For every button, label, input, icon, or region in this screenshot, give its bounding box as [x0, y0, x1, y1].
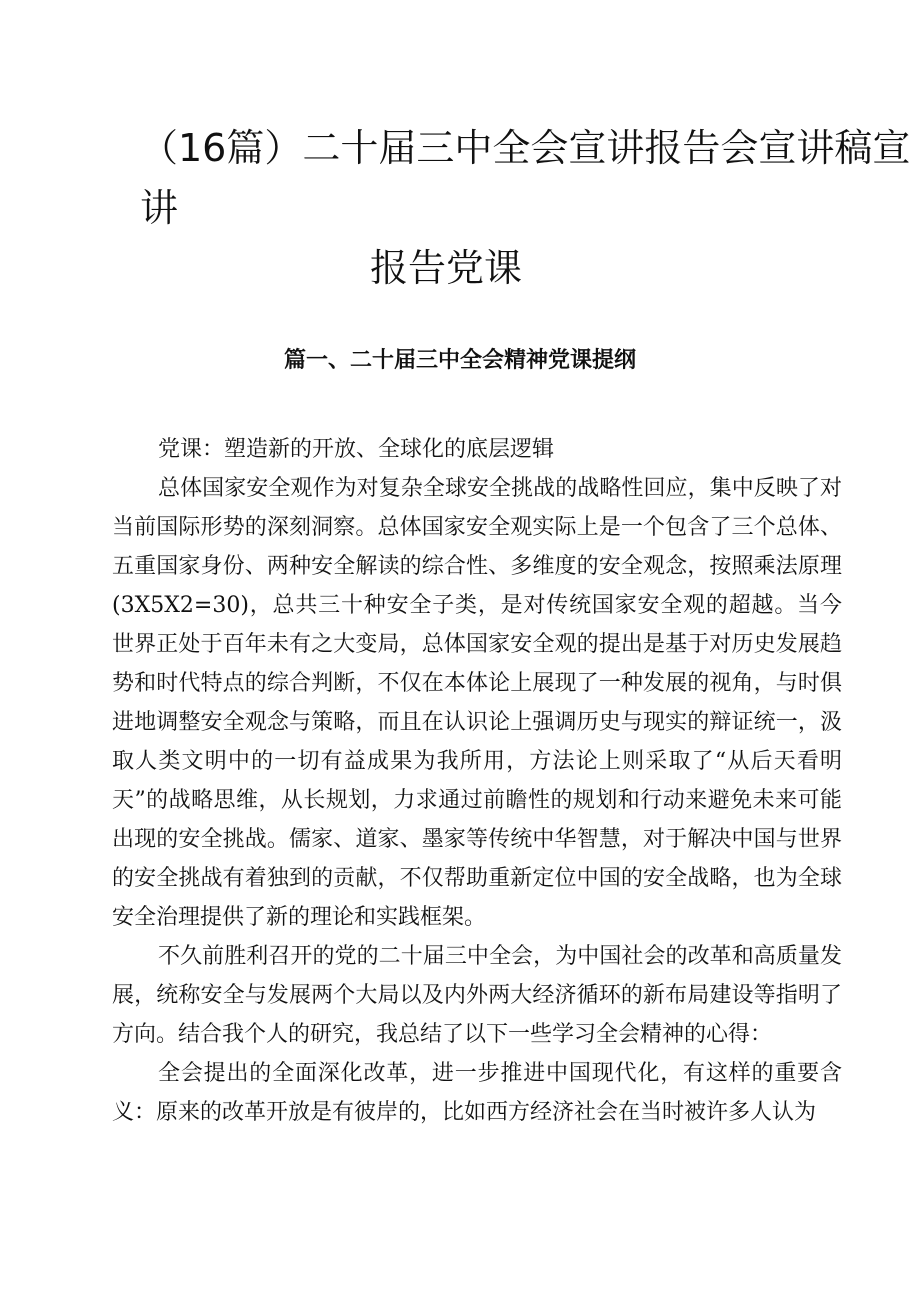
body-paragraph-2: 不久前胜利召开的党的二十届三中全会，为中国社会的改革和高质量发展，统称安全与发展两个大局以及内外两大经济循环的新布局建设等指明了方向。结合我个人的研究，我总结了以下一些学习全会精神的心得： — [112, 944, 842, 1047]
document-title-line-1: （16篇）二十届三中全会宣讲报告会宣讲稿宣讲 — [140, 126, 911, 230]
document-title — [0, 118, 920, 298]
document-body — [112, 430, 842, 1132]
body-paragraph-1: 总体国家安全观作为对复杂全球安全挑战的战略性回应，集中反映了对当前国际形势的深刻洞察。总体国家安全观实际上是一个包含了三个总体、五重国家身份、两种安全解读的综合性、多维度的安全观念，按照乘法原理(3X5X2=30)，总共三十种安全子类，是对传统国家安全观的超越。当今世界正处于百年未有之大变局，总体国家安全观的提出是基于对历史发展趋势和时代特点的综合判断，不仅在本体论上展现了一种发展的视角，与时俱进地调整安全观念与策略，而且在认识论上强调历史与现实的辩证统一，汲取人类文明中的一切有益成果为我所用，方法论上则采取了“从后天看明天”的战略思维，从长规划，力求通过前瞻性的规划和行动来避免未来可能出现的安全挑战。儒家、道家、墨家等传统中华智慧，对于解决中国与世界的安全挑战有着独到的贡献，不仅帮助重新定位中国的安全战略，也为全球安全治理提供了新的理论和实践框架。 — [112, 476, 842, 930]
body-paragraph-3: 全会提出的全面深化改革，进一步推进中国现代化，有这样的重要含义：原来的改革开放是有彼岸的，比如西方经济社会在当时被许多人认为 — [112, 1061, 842, 1125]
lecture-subtitle: 党课：塑造新的开放、全球化的底层逻辑 — [158, 437, 555, 462]
section-heading: 篇一、二十届三中全会精神党课提纲 — [283, 348, 636, 373]
document-title-line-2: 报告党课 — [370, 246, 523, 290]
